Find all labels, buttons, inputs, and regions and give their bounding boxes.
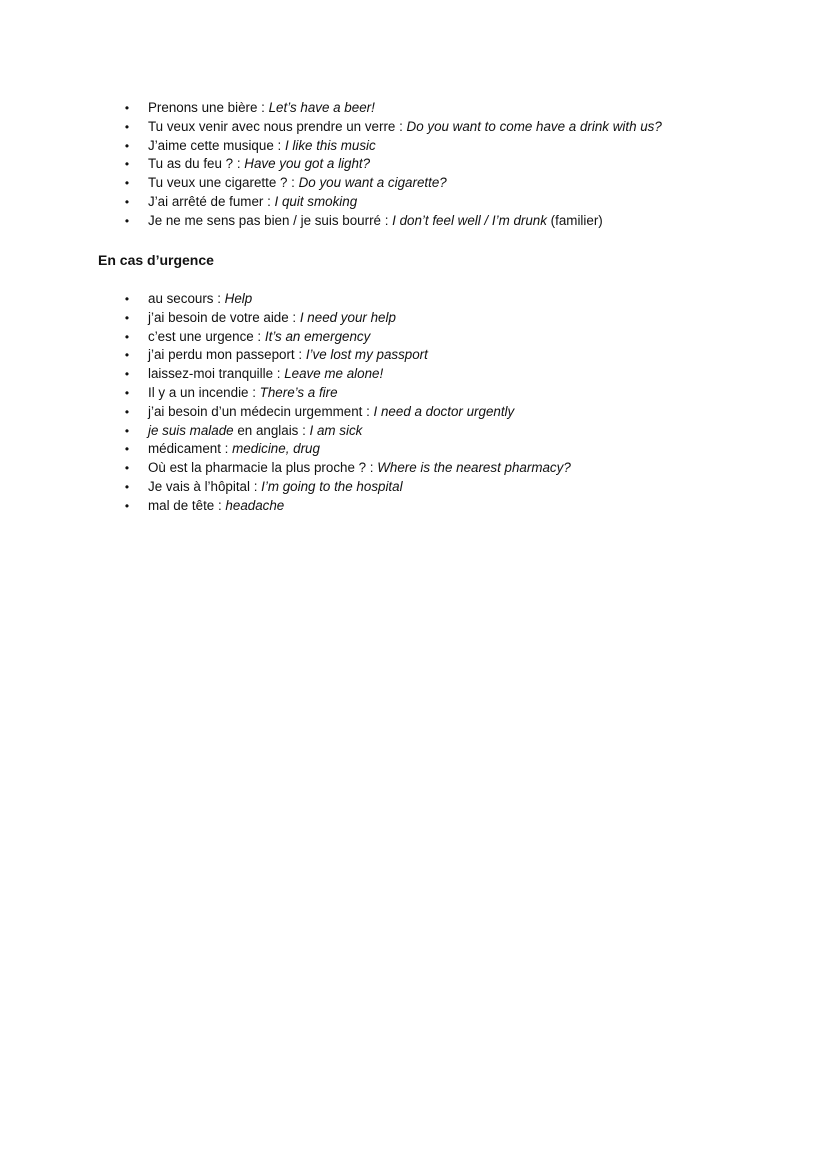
list-item bbox=[118, 328, 798, 347]
french-phrase: Où est la pharmacie la plus proche ? : bbox=[148, 460, 378, 476]
list-item bbox=[118, 290, 798, 309]
list-item bbox=[118, 440, 798, 459]
french-phrase: au secours : bbox=[148, 291, 225, 306]
bullet-icon: • bbox=[124, 194, 130, 209]
list-item bbox=[118, 346, 798, 365]
french-phrase: en anglais : bbox=[233, 422, 310, 438]
bullet-icon: • bbox=[124, 367, 130, 382]
list-item bbox=[118, 403, 798, 422]
english-translation: There’s a fire bbox=[259, 384, 338, 400]
english-translation: I need your help bbox=[299, 309, 396, 325]
section-heading-emergency: En cas d’urgence bbox=[98, 252, 214, 268]
list-item bbox=[118, 478, 798, 497]
bullet-icon: • bbox=[124, 310, 130, 325]
list-item bbox=[118, 459, 798, 478]
register-note: (familier) bbox=[546, 212, 603, 228]
bullet-icon: • bbox=[124, 138, 130, 153]
list-item bbox=[118, 212, 798, 231]
french-phrase: Tu as du feu ? : bbox=[148, 156, 245, 172]
french-phrase: Je vais à l’hôpital : bbox=[148, 478, 262, 494]
english-translation: Leave me alone! bbox=[284, 366, 384, 382]
list-item bbox=[118, 155, 798, 174]
bullet-icon: • bbox=[124, 101, 130, 115]
english-translation: I need a doctor urgently bbox=[373, 403, 515, 419]
bullet-icon: • bbox=[124, 479, 130, 494]
bullet-icon: • bbox=[124, 423, 130, 438]
bullet-icon: • bbox=[124, 292, 130, 306]
english-translation: I don’t feel well / I’m drunk bbox=[392, 212, 547, 228]
english-translation: Have you got a light? bbox=[244, 156, 371, 172]
list-item bbox=[118, 118, 798, 137]
english-translation: I quit smoking bbox=[274, 193, 358, 209]
english-translation: It’s an emergency bbox=[264, 328, 371, 344]
french-phrase: Tu veux venir avec nous prendre un verre : bbox=[148, 118, 407, 134]
english-translation: I’m going to the hospital bbox=[261, 478, 403, 494]
bullet-icon: • bbox=[124, 498, 130, 513]
bullet-icon: • bbox=[124, 404, 130, 419]
bullet-icon: • bbox=[124, 213, 130, 228]
list-item bbox=[118, 422, 798, 441]
english-translation: I like this music bbox=[284, 137, 376, 153]
list-item bbox=[118, 174, 798, 193]
bullet-icon: • bbox=[124, 385, 130, 400]
french-phrase: Prenons une bière : bbox=[148, 100, 269, 115]
french-phrase: j’ai perdu mon passeport : bbox=[148, 347, 306, 363]
english-translation: medicine, drug bbox=[232, 441, 320, 457]
list-item bbox=[118, 384, 798, 403]
french-phrase-italic: je suis malade bbox=[148, 422, 234, 438]
french-phrase: J’ai arrêté de fumer : bbox=[148, 193, 275, 209]
bullet-icon: • bbox=[124, 348, 130, 363]
list-item bbox=[118, 497, 798, 516]
french-phrase: j’ai besoin d’un médecin urgemment : bbox=[148, 403, 374, 419]
english-translation: I am sick bbox=[309, 422, 363, 438]
phrase-list-emergency bbox=[118, 290, 798, 516]
english-translation: Do you want to come have a drink with us? bbox=[406, 118, 662, 134]
french-phrase: Je ne me sens pas bien / je suis bourré : bbox=[148, 212, 393, 228]
english-translation: I’ve lost my passport bbox=[305, 347, 428, 363]
french-phrase: c’est une urgence : bbox=[148, 328, 265, 344]
english-translation: Let’s have a beer! bbox=[268, 100, 375, 115]
french-phrase: Il y a un incendie : bbox=[148, 384, 260, 400]
list-item bbox=[118, 193, 798, 212]
french-phrase: médicament : bbox=[148, 441, 233, 457]
bullet-icon: • bbox=[124, 176, 130, 191]
french-phrase: j’ai besoin de votre aide : bbox=[148, 309, 300, 325]
phrase-list-social bbox=[118, 99, 798, 231]
english-translation: Help bbox=[224, 291, 253, 306]
french-phrase: Tu veux une cigarette ? : bbox=[148, 175, 299, 191]
french-phrase: laissez-moi tranquille : bbox=[148, 366, 285, 382]
bullet-icon: • bbox=[124, 442, 130, 457]
french-phrase: mal de tête : bbox=[148, 497, 226, 513]
french-phrase: J’aime cette musique : bbox=[148, 137, 285, 153]
list-item bbox=[118, 365, 798, 384]
bullet-icon: • bbox=[124, 329, 130, 344]
list-item bbox=[118, 99, 798, 118]
list-item bbox=[118, 309, 798, 328]
bullet-icon: • bbox=[124, 461, 130, 476]
english-translation: Do you want a cigarette? bbox=[298, 175, 447, 191]
english-translation: headache bbox=[225, 497, 285, 513]
list-item bbox=[118, 137, 798, 156]
bullet-icon: • bbox=[124, 119, 130, 134]
bullet-icon: • bbox=[124, 157, 130, 172]
english-translation: Where is the nearest pharmacy? bbox=[377, 460, 571, 476]
